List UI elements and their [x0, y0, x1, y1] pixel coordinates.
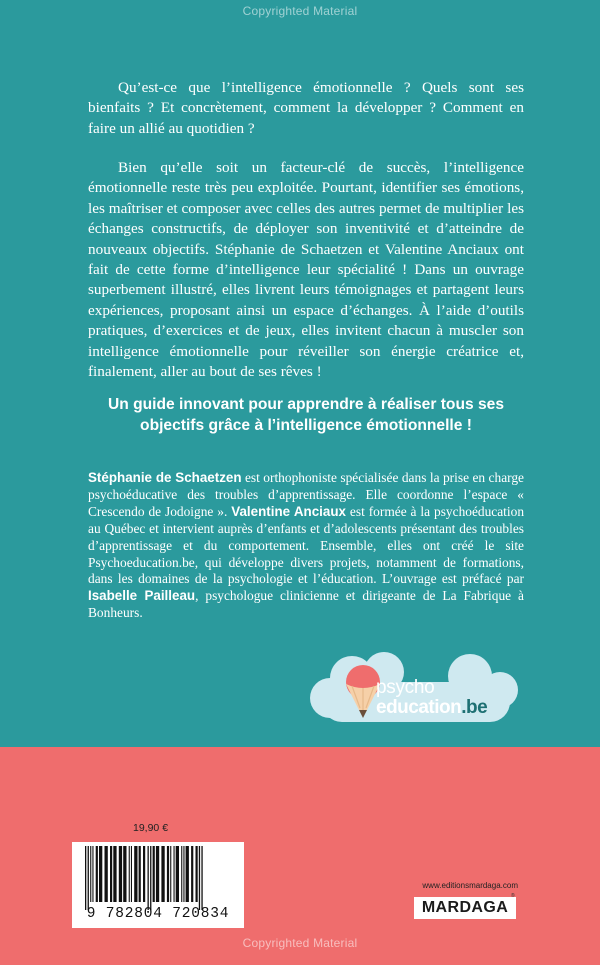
prefacer-text: , psychologue clinicienne et dirigeante de La Fabrique à Bonheurs. — [88, 588, 524, 621]
logo-wordmark — [376, 678, 526, 718]
registered-mark: ® — [511, 893, 515, 899]
barcode-bar — [191, 846, 193, 902]
barcode-bar — [134, 846, 137, 902]
barcode-bar — [153, 846, 155, 902]
logo-line1: psycho — [376, 677, 435, 698]
barcode — [83, 846, 235, 910]
barcode-bar — [129, 846, 130, 902]
publisher-website: www.editionsmardaga.com — [422, 881, 518, 890]
barcode-bar — [196, 846, 198, 902]
barcode-bar — [143, 846, 145, 902]
barcode-bar — [139, 846, 141, 902]
barcode-bar — [113, 846, 116, 902]
authors-bio — [88, 470, 524, 622]
barcode-bar — [156, 846, 159, 902]
barcode-bar — [174, 846, 175, 902]
barcode-bar — [119, 846, 122, 902]
publisher-logo: MARDAGA — [414, 897, 516, 919]
author1-text: est orthophoniste spécialisée dans la prise en charge psychoéducative des troubles d’apprentissage. Elle coordonne l’espace « Crescendo de Jodoigne ». — [88, 470, 524, 519]
barcode-bar — [170, 846, 171, 902]
barcode-bar — [90, 846, 91, 902]
barcode-bar — [176, 846, 179, 902]
barcode-bar — [201, 846, 202, 910]
logo-extension: .be — [461, 697, 488, 718]
price: 19,90 € — [133, 822, 169, 834]
logo-line2-main: education — [376, 697, 462, 718]
intro-paragraph: Qu’est-ce que l’intelligence émotionnelle ? Quels sont ses bienfaits ? Et concrètement, comment la développer ? Comment en faire un allié au quotidien ? — [88, 79, 524, 137]
barcode-bar — [167, 846, 169, 902]
author2-name: Valentine Anciaux — [231, 503, 346, 519]
barcode-bar — [105, 846, 108, 902]
tagline: Un guide innovant pour apprendre à réaliser tous ses objectifs grâce à l’intelligence émotionnelle ! — [108, 396, 504, 434]
barcode-bar — [161, 846, 164, 902]
barcode-bar — [92, 846, 93, 902]
description-paragraph: Bien qu’elle soit un facteur-clé de succès, l’intelligence émotionnelle reste très peu exploitée. Pourtant, identifier ses émotions, les maîtriser et composer avec celles des autres permet de multiplier les échanges constructifs, de déployer son inventivité et d’atteindre de nouveaux objectifs. Stéphanie de Schaetzen et Valentine Anciaux ont fait de cette forme d’intelligence leur spécialité ! Dans un ouvrage superbement illustré, elles livrent leurs témoignages et partagent leurs expériences, proposant ainsi un espace d’échanges. À l’aide d’outils pratiques, d’exercices et de jeux, elles invitent chacun à muscler son intelligence émotionnelle pour réveiller son énergie créatrice et, finalement, aller au bout de ses rêves ! — [88, 159, 524, 381]
author2-text: est formée à la psychoéducation au Québec et intervient auprès d’enfants et d’adolescents présentant des troubles d’apprentissage et du comportement. Ensemble, elles ont créé le site Psychoeducation.be, qui développe divers projets, notamment de formations, dans les domaines de la psychologie et l’éducation. L’ouvrage est préfacé par — [88, 503, 525, 587]
barcode-bar — [96, 846, 98, 902]
barcode-bar — [148, 846, 149, 910]
barcode-bar — [186, 846, 189, 902]
barcode-bar — [110, 846, 112, 902]
barcode-bar — [131, 846, 132, 902]
barcode-bar — [183, 846, 184, 902]
author1-name: Stéphanie de Schaetzen — [88, 470, 242, 485]
logo-line2 — [376, 698, 526, 718]
watermark-top: Copyrighted Material — [242, 4, 358, 18]
barcode-bar — [123, 846, 126, 902]
watermark-bottom: Copyrighted Material — [242, 936, 358, 950]
barcode-bar — [181, 846, 182, 902]
barcode-bar — [85, 846, 86, 910]
barcode-bar — [199, 846, 200, 910]
isbn-number: 9 782804 720834 — [86, 906, 230, 922]
barcode-bar — [150, 846, 151, 910]
barcode-bar — [99, 846, 102, 902]
barcode-bar — [88, 846, 89, 910]
prefacer-name: Isabelle Pailleau — [88, 588, 196, 604]
